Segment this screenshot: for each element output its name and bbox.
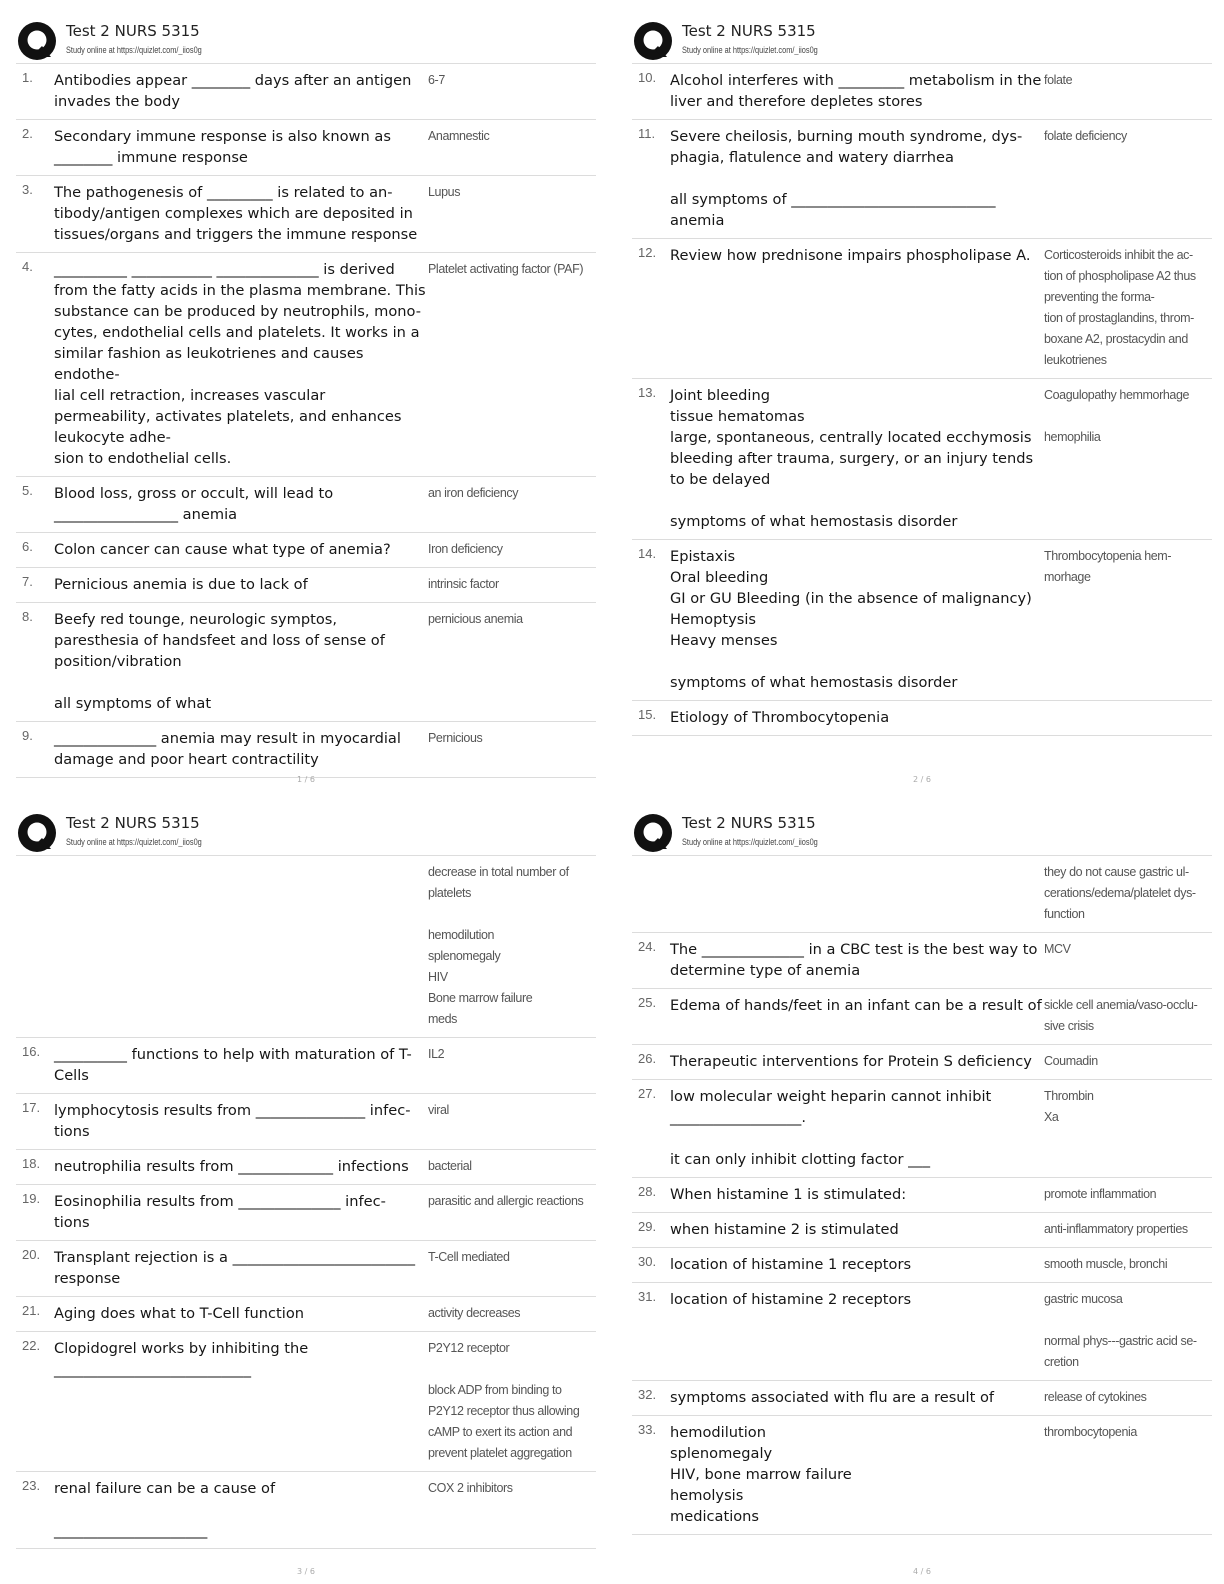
study-online-link[interactable]: Study online at https://quizlet.com/_iios0g [66, 45, 202, 55]
card-definition: COX 2 inhibitors [428, 1481, 513, 1495]
page-title: Test 2 NURS 5315 [66, 814, 200, 832]
card-term: renal failure can be a cause of _____________________ [54, 1480, 276, 1539]
card-definition: Anamnestic [428, 129, 490, 143]
card-term: low molecular weight heparin cannot inhibit __________________. it can only inhibit clotting factor ___ [670, 1088, 992, 1168]
card-term: symptoms associated with flu are a result of [670, 1389, 995, 1406]
card-number: 4. [22, 259, 33, 274]
card-definition: Iron deficiency [428, 542, 503, 556]
card-term: Colon cancer can cause what type of anemia? [54, 541, 391, 558]
card-number: 22. [22, 1338, 41, 1353]
card-number: 15. [638, 707, 657, 722]
quizlet-logo-icon [634, 22, 672, 60]
card-definition: Coagulopathy hemmorhage hemophilia [1044, 388, 1190, 444]
card-definition: thrombocytopenia [1044, 1425, 1137, 1439]
card-term: Antibodies appear ________ days after an antigen invades the body [54, 72, 412, 110]
card-term: Etiology of Thrombocytopenia [670, 709, 890, 726]
page-3 [16, 810, 596, 1580]
flashcard-list [632, 856, 1212, 1535]
page-header [632, 810, 1212, 856]
card-definition: folate deficiency [1044, 129, 1127, 143]
card-term: Secondary immune response is also known as ________ immune response [54, 128, 391, 166]
card-number: 21. [22, 1303, 41, 1318]
card-term: Epistaxis Oral bleeding GI or GU Bleeding (in the absence of malignancy) Hemoptysis Heavy menses symptoms of what hemostasis disorder [670, 548, 1032, 691]
card-definition: P2Y12 receptor block ADP from binding to P2Y12 receptor thus allowing cAMP to exert its action and prevent platelet aggregation [428, 1341, 580, 1460]
card-definition: Corticosteroids inhibit the ac- tion of phospholipase A2 thus preventing the forma- tion of prostaglandins, throm- boxane A2, prostacydin and leukotrienes [1044, 248, 1196, 367]
flashcard-row [16, 1094, 596, 1150]
page-number: 4 / 6 [913, 1567, 931, 1576]
page-header [632, 18, 1212, 64]
card-term: Beefy red tounge, neurologic symptos, paresthesia of handsfeet and loss of sense of position/vibration all symptoms of what [54, 611, 385, 712]
card-number: 19. [22, 1191, 41, 1206]
flashcard-row [16, 722, 596, 778]
flashcard-row [16, 477, 596, 533]
flashcard-list [16, 64, 596, 778]
card-number: 25. [638, 995, 657, 1010]
flashcard-row [632, 64, 1212, 120]
flashcard-row [632, 933, 1212, 989]
flashcard-row [632, 120, 1212, 239]
card-number: 28. [638, 1184, 657, 1199]
flashcard-row [632, 1381, 1212, 1416]
page-4 [632, 810, 1212, 1580]
card-term: __________ ___________ ______________ is derived from the fatty acids in the plasma membrane. This substance can be produced by neutrophils, mono- cytes, endothelial cells and platelets. It works in a similar fashion as leukotrienes and causes endothe- lial cell retraction, increases vascular permeability, activates platelets, and enhances leukocyte adhe- sion to endothelial cells. [54, 261, 426, 467]
flashcard-row [16, 1297, 596, 1332]
card-definition: parasitic and allergic reactions [428, 1194, 584, 1208]
flashcard-row [632, 1283, 1212, 1381]
card-definition: gastric mucosa normal phys---gastric acid se- cretion [1044, 1292, 1197, 1369]
card-term [670, 862, 1042, 925]
card-number: 2. [22, 126, 33, 141]
card-term: Transplant rejection is a _________________________ response [54, 1249, 416, 1287]
card-number: 1. [22, 70, 33, 85]
page-number: 2 / 6 [913, 775, 931, 784]
card-number: 31. [638, 1289, 657, 1304]
card-number: 13. [638, 385, 657, 400]
card-term: The ______________ in a CBC test is the best way to determine type of anemia [670, 941, 1038, 979]
card-number: 16. [22, 1044, 41, 1059]
card-definition: an iron deficiency [428, 486, 519, 500]
card-number: 18. [22, 1156, 41, 1171]
card-term: Review how prednisone impairs phospholipase A. [670, 247, 1031, 264]
card-definition: release of cytokines [1044, 1390, 1147, 1404]
card-term: Severe cheilosis, burning mouth syndrome, dys- phagia, flatulence and watery diarrhea all symptoms of ____________________________ anemia [670, 128, 1023, 229]
card-definition: decrease in total number of platelets hemodilution splenomegaly HIV Bone marrow failure meds [428, 865, 569, 1026]
card-definition: Lupus [428, 185, 461, 199]
card-definition: promote inflammation [1044, 1187, 1157, 1201]
flashcard-row [632, 1416, 1212, 1535]
card-number: 8. [22, 609, 33, 624]
card-number [16, 862, 54, 1030]
card-term: When histamine 1 is stimulated: [670, 1186, 907, 1203]
card-definition: pernicious anemia [428, 612, 523, 626]
flashcard-row [16, 1472, 596, 1549]
flashcard-row [16, 533, 596, 568]
flashcard-row [16, 1150, 596, 1185]
card-definition: activity decreases [428, 1306, 521, 1320]
card-definition: bacterial [428, 1159, 472, 1173]
flashcard-row [632, 1178, 1212, 1213]
study-online-link[interactable]: Study online at https://quizlet.com/_iios0g [682, 45, 818, 55]
card-term: Aging does what to T-Cell function [54, 1305, 305, 1322]
card-definition: intrinsic factor [428, 577, 499, 591]
card-definition: MCV [1044, 942, 1071, 956]
card-definition [1042, 707, 1209, 728]
card-term: Edema of hands/feet in an infant can be a result of [670, 997, 1042, 1014]
flashcard-list [632, 64, 1212, 736]
page-2 [632, 18, 1212, 788]
card-number: 30. [638, 1254, 657, 1269]
study-online-link[interactable]: Study online at https://quizlet.com/_iios0g [66, 837, 202, 847]
card-term: Joint bleeding tissue hematomas large, spontaneous, centrally located ecchymosis bleeding after trauma, surgery, or an injury tends to be delayed symptoms of what hemostasis disorder [670, 387, 1034, 530]
card-term: Pernicious anemia is due to lack of [54, 576, 308, 593]
flashcard-row [16, 568, 596, 603]
flashcard-row [16, 1038, 596, 1094]
card-term: Eosinophilia results from ______________ infec- tions [54, 1193, 386, 1231]
page-number: 1 / 6 [297, 775, 315, 784]
card-definition: sickle cell anemia/vaso-occlu- sive crisis [1044, 998, 1198, 1033]
card-definition: Coumadin [1044, 1054, 1098, 1068]
card-definition: they do not cause gastric ul- cerations/edema/platelet dys- function [1044, 865, 1196, 921]
card-term: __________ functions to help with maturation of T-Cells [54, 1046, 412, 1084]
flashcard-list [16, 856, 596, 1549]
card-term: neutrophilia results from _____________ infections [54, 1158, 409, 1175]
card-number: 27. [638, 1086, 657, 1101]
quizlet-logo-icon [18, 814, 56, 852]
flashcard-row [16, 856, 596, 1038]
card-number: 29. [638, 1219, 657, 1234]
flashcard-row [632, 239, 1212, 379]
flashcard-row [16, 1241, 596, 1297]
card-number: 3. [22, 182, 33, 197]
study-online-link[interactable]: Study online at https://quizlet.com/_iios0g [682, 837, 818, 847]
page-number: 3 / 6 [297, 1567, 315, 1576]
card-number: 20. [22, 1247, 41, 1262]
card-term: location of histamine 1 receptors [670, 1256, 912, 1273]
flashcard-row [16, 1332, 596, 1472]
flashcard-row [16, 120, 596, 176]
quizlet-logo-icon [634, 814, 672, 852]
card-term: Blood loss, gross or occult, will lead to _________________ anemia [54, 485, 334, 523]
card-number: 6. [22, 539, 33, 554]
card-number: 14. [638, 546, 657, 561]
card-definition: smooth muscle, bronchi [1044, 1257, 1168, 1271]
card-definition: viral [428, 1103, 449, 1117]
page-title: Test 2 NURS 5315 [682, 22, 816, 40]
card-number: 11. [638, 126, 656, 141]
card-term: hemodilution splenomegaly HIV, bone marrow failure hemolysis medications [670, 1424, 852, 1525]
flashcard-row [16, 176, 596, 253]
card-term: Therapeutic interventions for Protein S deficiency [670, 1053, 1032, 1070]
card-number: 17. [22, 1100, 41, 1115]
flashcard-row [16, 603, 596, 722]
card-definition: folate [1044, 73, 1073, 87]
card-term: Clopidogrel works by inhibiting the ___________________________ [54, 1340, 309, 1378]
page-header [16, 18, 596, 64]
flashcard-row [632, 989, 1212, 1045]
page-header [16, 810, 596, 856]
flashcard-row [632, 1045, 1212, 1080]
card-definition: IL2 [428, 1047, 445, 1061]
card-number: 32. [638, 1387, 657, 1402]
card-definition: T-Cell mediated [428, 1250, 510, 1264]
card-number: 12. [638, 245, 657, 260]
card-term: Alcohol interferes with _________ metabolism in the liver and therefore depletes stores [670, 72, 1042, 110]
flashcard-row [632, 1080, 1212, 1178]
page-title: Test 2 NURS 5315 [682, 814, 816, 832]
flashcard-row [16, 64, 596, 120]
card-term: location of histamine 2 receptors [670, 1291, 912, 1308]
card-definition: Thrombocytopenia hem- morhage [1044, 549, 1172, 584]
card-number: 7. [22, 574, 33, 589]
flashcard-row [632, 701, 1212, 736]
flashcard-row [632, 856, 1212, 933]
card-number: 23. [22, 1478, 41, 1493]
card-definition: Platelet activating factor (PAF) [428, 262, 584, 276]
quizlet-logo-icon [18, 22, 56, 60]
flashcard-row [632, 1213, 1212, 1248]
card-definition: Thrombin Xa [1044, 1089, 1094, 1124]
card-number [632, 862, 670, 925]
flashcard-row [632, 540, 1212, 701]
card-term: when histamine 2 is stimulated [670, 1221, 899, 1238]
page-1 [16, 18, 596, 788]
card-number: 10. [638, 70, 657, 85]
card-number: 26. [638, 1051, 657, 1066]
flashcard-row [632, 379, 1212, 540]
card-definition: anti-inflammatory properties [1044, 1222, 1188, 1236]
card-definition: 6-7 [428, 73, 445, 87]
flashcard-row [16, 253, 596, 477]
card-term: The pathogenesis of _________ is related to an- tibody/antigen complexes which are deposited in tissues/organs and triggers the immune response [54, 184, 418, 243]
card-term [54, 862, 426, 1030]
card-number: 5. [22, 483, 33, 498]
card-number: 9. [22, 728, 33, 743]
flashcard-row [632, 1248, 1212, 1283]
card-number: 24. [638, 939, 657, 954]
card-term: ______________ anemia may result in myocardial damage and poor heart contractility [54, 730, 401, 768]
card-number: 33. [638, 1422, 657, 1437]
flashcard-row [16, 1185, 596, 1241]
card-term: lymphocytosis results from _______________ infec- tions [54, 1102, 411, 1140]
page-title: Test 2 NURS 5315 [66, 22, 200, 40]
card-definition: Pernicious [428, 731, 483, 745]
